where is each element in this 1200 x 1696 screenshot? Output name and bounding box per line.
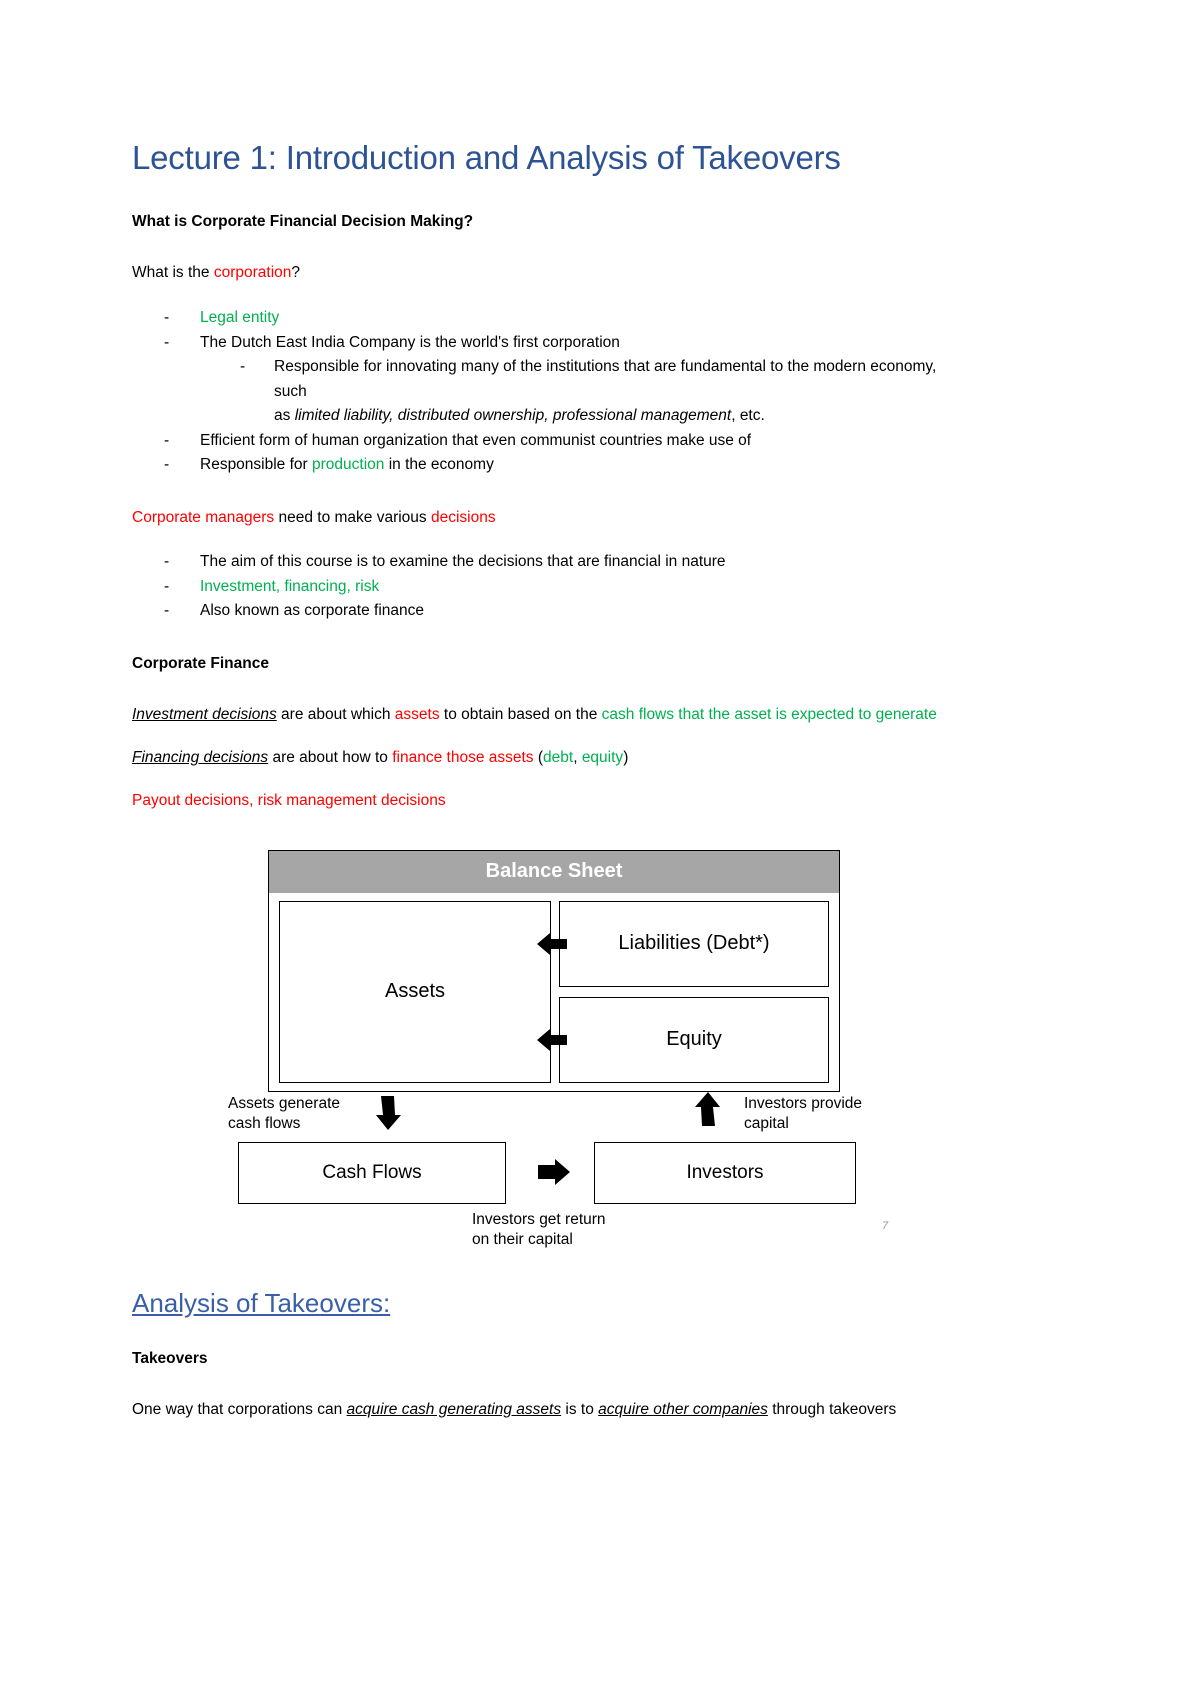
list-item xyxy=(132,306,948,330)
financing-red: finance those assets xyxy=(392,748,534,766)
investors-box: Investors xyxy=(594,1142,856,1204)
page-title: Lecture 1: Introduction and Analysis of Takeovers xyxy=(132,139,841,176)
caption-investors-provide-capital xyxy=(744,1094,914,1134)
bullet-group-3 xyxy=(132,550,948,623)
financing-mid-3: , xyxy=(573,748,582,766)
investment-green: cash flows that the asset is expected to generate xyxy=(601,705,937,723)
caption-line-1: Investors provide xyxy=(744,1094,863,1112)
financing-term: Financing decisions xyxy=(132,748,269,766)
production-suffix: in the economy xyxy=(384,456,494,474)
investment-term: Investment decisions xyxy=(132,705,277,723)
caption-line-2: on their capital xyxy=(472,1230,573,1248)
balance-sheet-body xyxy=(269,893,839,1091)
lead-red-2: decisions xyxy=(430,508,496,526)
takeovers-part-2: is to xyxy=(561,1400,599,1418)
bullet-group-nested xyxy=(132,355,948,428)
dash-marker: - xyxy=(164,577,170,595)
financing-mid-1: are about how to xyxy=(268,748,393,766)
financing-mid-4: ) xyxy=(623,748,629,766)
caption-line-2: capital xyxy=(744,1114,789,1132)
cash-flows-box: Cash Flows xyxy=(238,1142,506,1204)
takeovers-paragraph xyxy=(132,1400,948,1421)
corporation-bullet-list xyxy=(132,306,948,477)
question-suffix: ? xyxy=(291,264,301,282)
takeovers-italic-underline-1: acquire cash generating assets xyxy=(346,1400,562,1418)
question-prefix: What is the xyxy=(132,264,214,282)
question-highlight: corporation xyxy=(213,264,292,282)
caption-line-1: Assets generate xyxy=(228,1094,341,1112)
financing-green-debt: debt xyxy=(543,748,574,766)
takeovers-italic-underline-2: acquire other companies xyxy=(598,1400,768,1418)
caption-line-1: Investors get return xyxy=(472,1210,606,1228)
financing-mid-2: ( xyxy=(533,748,544,766)
list-item-label: Also known as corporate finance xyxy=(200,602,425,620)
page-content xyxy=(132,140,948,1443)
arrow-left-liabilities-icon xyxy=(537,931,567,957)
heading-analysis-of-takeovers: Analysis of Takeovers: xyxy=(132,1287,391,1318)
decisions-bullet-list xyxy=(132,550,948,623)
takeovers-part-3: through takeovers xyxy=(767,1400,897,1418)
caption-assets-generate-cash-flows xyxy=(228,1094,378,1134)
production-highlight: production xyxy=(312,456,385,474)
liabilities-box: Liabilities (Debt*) xyxy=(559,901,829,987)
bullet-group-2 xyxy=(132,429,948,478)
arrow-down-icon xyxy=(374,1094,402,1130)
list-item xyxy=(132,331,948,355)
list-item-label: Legal entity xyxy=(200,309,280,327)
list-item xyxy=(132,429,948,453)
list-item-label: Responsible for innovating many of the institutions that are fundamental to the modern economy, such xyxy=(274,358,937,400)
financing-green-equity: equity xyxy=(581,748,624,766)
heading-corporate-financial-decision-making: What is Corporate Financial Decision Making? xyxy=(132,213,474,231)
list-item-label: The Dutch East India Company is the world's first corporation xyxy=(200,333,620,351)
financing-decisions-paragraph xyxy=(132,748,948,769)
equity-box: Equity xyxy=(559,997,829,1083)
continuation-suffix: , etc. xyxy=(731,407,765,425)
investment-mid-1: are about which xyxy=(276,705,395,723)
bullet-group-1 xyxy=(132,306,948,355)
list-item xyxy=(132,355,948,428)
arrow-right-icon xyxy=(536,1157,570,1187)
investment-red: assets xyxy=(394,705,440,723)
arrow-left-equity-icon xyxy=(537,1027,567,1053)
list-item-label: Investment, financing, risk xyxy=(200,577,380,595)
corporate-managers-lead xyxy=(132,508,948,529)
heading-takeovers: Takeovers xyxy=(132,1349,208,1367)
investment-mid-2: to obtain based on the xyxy=(439,705,602,723)
list-item xyxy=(132,575,948,599)
list-item xyxy=(132,599,948,623)
question-what-is-the-corporation xyxy=(132,263,948,284)
dash-marker: - xyxy=(164,431,170,449)
lead-mid: need to make various xyxy=(274,508,431,526)
dash-marker: - xyxy=(164,602,170,620)
slide-page-number: 7 xyxy=(882,1219,889,1232)
balance-sheet-header: Balance Sheet xyxy=(269,851,839,893)
list-item-continuation xyxy=(274,404,948,428)
dash-marker: - xyxy=(164,333,170,351)
takeovers-part-1: One way that corporations can xyxy=(132,1400,347,1418)
investment-decisions-paragraph xyxy=(132,705,948,726)
list-item-label: The aim of this course is to examine the decisions that are financial in nature xyxy=(200,553,726,571)
balance-sheet-diagram xyxy=(132,842,948,1248)
payout-decisions-paragraph: Payout decisions, risk management decisions xyxy=(132,791,446,809)
arrow-up-icon xyxy=(694,1092,722,1128)
continuation-italic: limited liability, distributed ownership, professional management xyxy=(294,407,732,425)
caption-investors-get-return xyxy=(472,1210,672,1250)
dash-marker: - xyxy=(164,553,170,571)
continuation-prefix: as xyxy=(274,407,295,425)
lead-red-1: Corporate managers xyxy=(132,508,275,526)
heading-corporate-finance: Corporate Finance xyxy=(132,654,269,672)
list-item-label: Efficient form of human organization that even communist countries make use of xyxy=(200,431,752,449)
assets-box: Assets xyxy=(279,901,551,1083)
list-item xyxy=(132,453,948,477)
caption-line-2: cash flows xyxy=(228,1114,301,1132)
list-item xyxy=(132,550,948,574)
balance-sheet-frame xyxy=(268,850,840,1092)
dash-marker: - xyxy=(240,358,246,376)
dash-marker: - xyxy=(164,456,170,474)
dash-marker: - xyxy=(164,309,170,327)
production-prefix: Responsible for xyxy=(200,456,313,474)
